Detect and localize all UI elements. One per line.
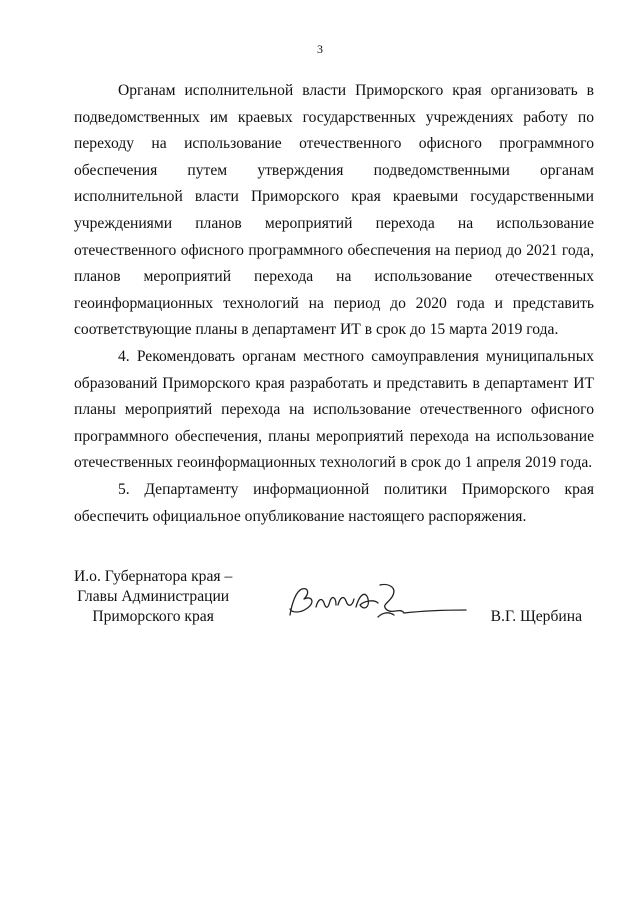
handwritten-signature — [282, 577, 472, 627]
signatory-title-line: Главы Администрации — [77, 588, 230, 605]
signatory-name: В.Г. Щербина — [490, 608, 582, 625]
paragraph-5: 5. Департаменту информационной политики Приморского края обеспечить официальное опубликование настоящего распоряжения. — [74, 480, 594, 525]
paragraph-4: 4. Рекомендовать органам местного самоуправления муниципальных образований Приморского края разработать и представить в департамент ИТ планы мероприятий перехода на использование отечественного офисного программного обеспечения, планы мероприятий перехода на использование отечественных геоинформационных технологий в срок до 1 апреля 2019 года. — [74, 347, 594, 472]
signature-block — [74, 567, 594, 637]
paragraph-3-continuation: Органам исполнительной власти Приморского края организовать в подведомственных им краевых государственных учреждениях работу по переходу на использование отечественного офисного программного обеспечения путем утверждения подведомственными органам исполнительной власти Приморского края краевыми государственными учреждениями планов мероприятий перехода на использование отечественного офисного программного обеспечения на период до 2021 года, планов мероприятий перехода на использование отечественных геоинформационных технологий на период до 2020 года и представить соответствующие планы в департамент ИТ в срок до 15 марта 2019 года. — [74, 82, 594, 339]
signatory-title — [74, 567, 232, 627]
document-body — [74, 78, 594, 530]
signatory-title-line: И.о. Губернатора края – — [74, 568, 233, 585]
signatory-title-line: Приморского края — [92, 608, 214, 625]
page-number: 3 — [317, 42, 323, 56]
